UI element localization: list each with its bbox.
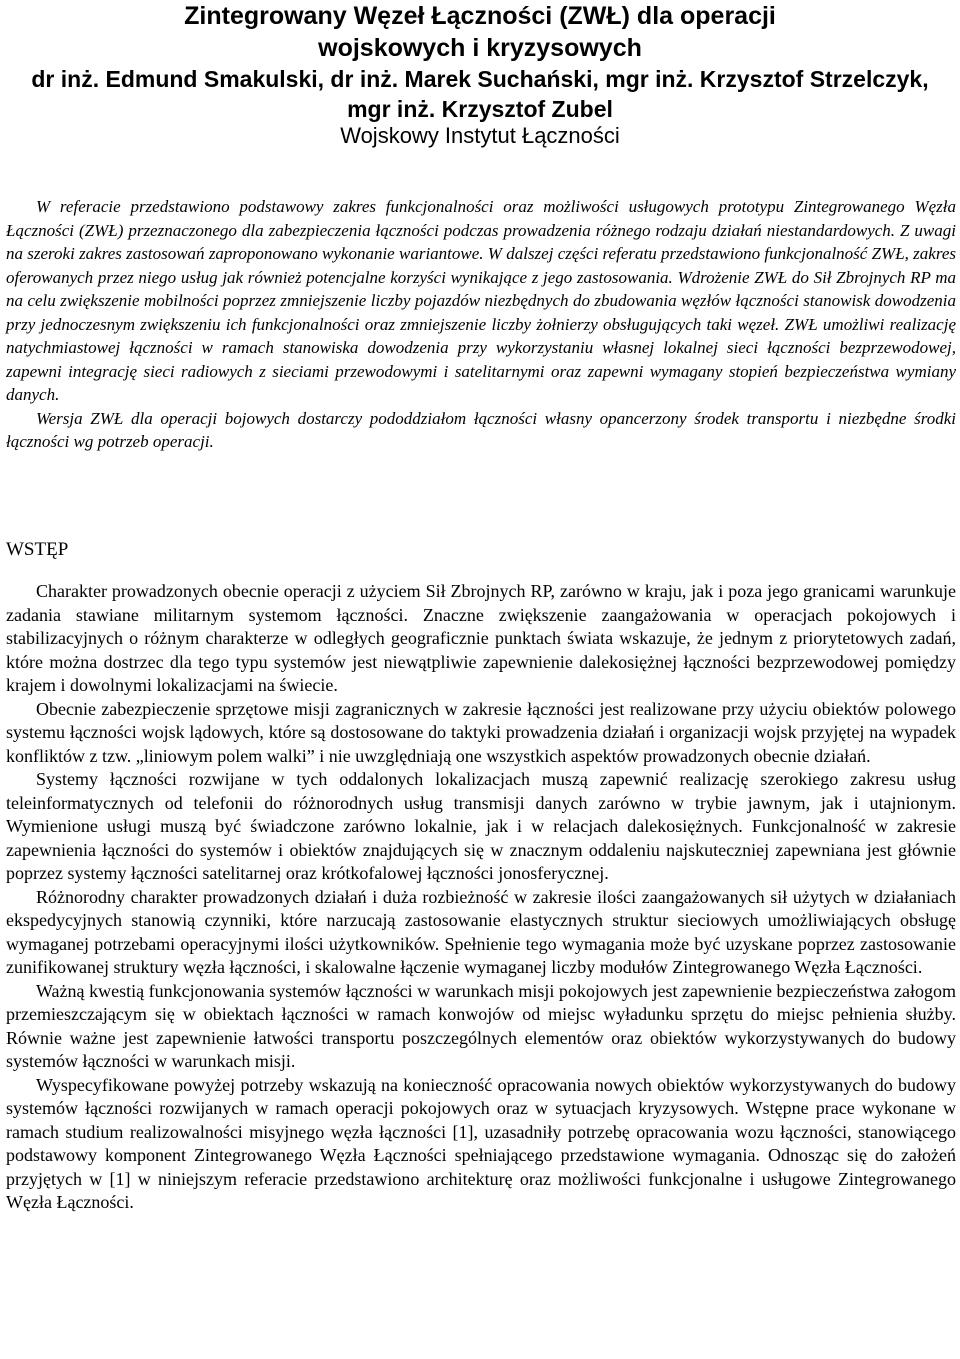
authors-line-2: mgr inż. Krzysztof Zubel [347,96,613,122]
body-paragraph: Charakter prowadzonych obecnie operacji z użyciem Sił Zbrojnych RP, zarówno w kraju, jak i poza jego granicami warunkuje zadania stawiane militarnym systemom łączności. Znaczne zwiększenie zaangażowania w operacjach pokojowych i stabilizacyjnych o różnym charakterze w odległych geograficznie punktach świata wskazuje, że jednym z priorytetowych zadań, które można dostrzec dla tego typu systemów jest niewątpliwie zapewnienie dalekosiężnej łączności bezprzewodowej pomiędzy krajem i dowolnymi lokalizacjami na świecie. [6,581,956,695]
abstract [6,195,956,454]
body-paragraph: Ważną kwestią funkcjonowania systemów łączności w warunkach misji pokojowych jest zapewnienie bezpieczeństwa załogom przemieszczającym się w obiektach łączności w ramach konwojów od miejsc wyładunku sprzętu do miejsc pełnienia służby. Równie ważne jest zapewnienie łatwości transportu poszczególnych elementów oraz obiektów wykorzystywanych do budowy systemów łączności w warunkach misji. [6,980,956,1071]
body-paragraph: Obecnie zabezpieczenie sprzętowe misji zagranicznych w zakresie łączności jest realizowane przy użyciu obiektów polowego systemu łączności wojsk lądowych, które są dostosowane do taktyki prowadzenia działań i organizacji wojsk przyjętej na wypadek konfliktów z tzw. „liniowym polem walki” i nie uwzględniają one wszystkich aspektów prowadzonych obecnie działań. [6,698,956,766]
section-body [6,580,956,1215]
section-heading: WSTĘP [6,539,69,560]
institution: Wojskowy Instytut Łączności [340,123,620,148]
authors-line-1: dr inż. Edmund Smakulski, dr inż. Marek Suchański, mgr inż. Krzysztof Strzelczyk, [31,66,929,92]
abstract-paragraph: W referacie przedstawiono podstawowy zakres funkcjonalności oraz możliwości usługowych prototypu Zintegrowanego Węzła Łączności (ZWŁ) przeznaczonego dla zabezpieczenia łączności podczas prowadzenia różnego rodzaju działań niestandardowych. Z uwagi na szeroki zakres zastosowań zaproponowano wykonanie wariantowe. W dalszej części referatu przedstawiono funkcjonalność ZWŁ, zakres oferowanych przez niego usług jak również potencjalne korzyści wynikające z jego zastosowania. Wdrożenie ZWŁ do Sił Zbrojnych RP ma na celu zwiększenie mobilności poprzez zmniejszenie liczby pojazdów niezbędnych do zbudowania węzłów łączności stanowisk dowodzenia przy jednoczesnym zwiększeniu ich funkcjonalności oraz zmniejszenie liczby żołnierzy obsługujących taki węzeł. ZWŁ umożliwi realizację natychmiastowej łączności w ramach stanowiska dowodzenia przy wykorzystaniu własnej lokalnej sieci łączności bezprzewodowej, zapewni integrację sieci radiowych z sieciami przewodowymi i satelitarnymi oraz zapewni wymagany stopień bezpieczeństwa wymiany danych. [6,197,956,404]
paper-title-line-2: wojskowych i kryzysowych [318,34,642,62]
paper-title-line-1: Zintegrowany Węzeł Łączności (ZWŁ) dla operacji [184,2,776,30]
abstract-paragraph: Wersja ZWŁ dla operacji bojowych dostarczy pododdziałom łączności własny opancerzony środek transportu i niezbędne środki łączności wg potrzeb operacji. [6,408,956,451]
body-paragraph: Systemy łączności rozwijane w tych oddalonych lokalizacjach muszą zapewnić realizację szerokiego zakresu usług teleinformatycznych od telefonii do różnorodnych usług transmisji danych zarówno w trybie jawnym, jak i utajnionym. Wymienione usługi muszą być świadczone zarówno lokalnie, jak i w relacjach dalekosiężnych. Funkcjonalność w zakresie zapewnienia łączności do systemów i obiektów znajdujących się w znacznym oddaleniu najskuteczniej zapewniana jest głównie poprzez systemy łączności satelitarnej oraz krótkofalowej łączności jonosferycznej. [6,769,956,883]
body-paragraph: Wyspecyfikowane powyżej potrzeby wskazują na konieczność opracowania nowych obiektów wykorzystywanych do budowy systemów łączności rozwijanych w ramach operacji pokojowych oraz w sytuacjach kryzysowych. Wstępne prace wykonane w ramach studium realizowalności misyjnego węzła łączności [1], uzasadniły potrzebę opracowania wozu łączności, stanowiącego podstawowy komponent Zintegrowanego Węzła Łączności spełniającego przedstawione wymagania. Odnosząc się do założeń przyjętych w [1] w niniejszym referacie przedstawiono architekturę oraz możliwości funkcjonalne i usługowe Zintegrowanego Węzła Łączności. [6,1074,956,1212]
body-paragraph: Różnorodny charakter prowadzonych działań i duża rozbieżność w zakresie ilości zaangażowanych sił użytych w działaniach ekspedycyjnych stanowią czynniki, które narzucają zastosowanie elastycznych struktur sieciowych umożliwiających obsługę wymaganej potrzebami operacyjnymi ilości użytkowników. Spełnienie tego wymagania może być uzyskane poprzez zastosowanie zunifikowanej struktury węzła łączności, i skalowalne łączenie wymaganej liczby modułów Zintegrowanego Węzła Łączności. [6,886,956,977]
